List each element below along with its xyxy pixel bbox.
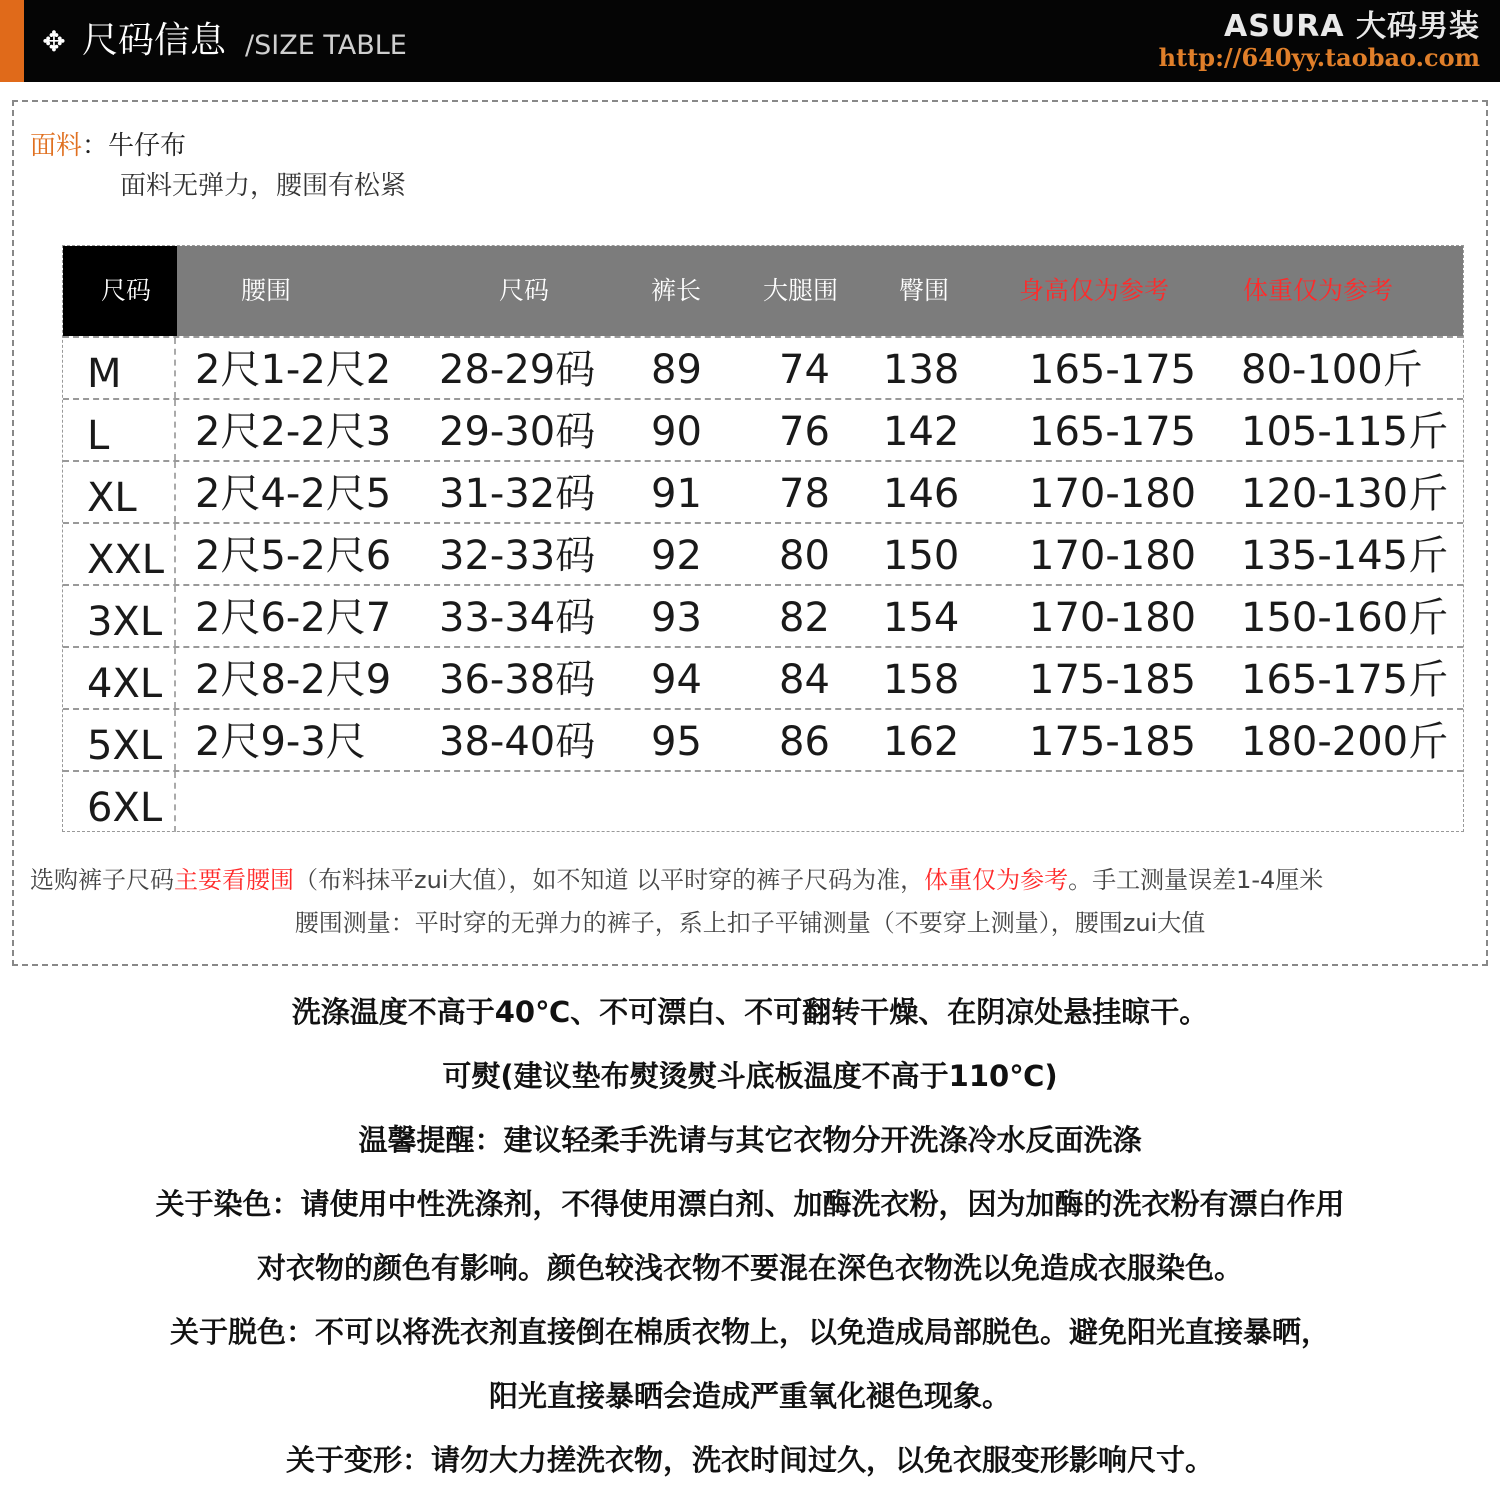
fabric-value: ：牛仔布 bbox=[82, 131, 187, 161]
table-row bbox=[63, 770, 1463, 832]
cell-size: M bbox=[87, 351, 122, 397]
col-header-weight: 体重仅为参考 bbox=[1243, 276, 1394, 305]
cell-hip: 158 bbox=[883, 657, 960, 703]
cell-waist: 2尺9-3尺 bbox=[195, 719, 366, 765]
col-header-hip: 臀围 bbox=[899, 276, 950, 305]
cell-length: 91 bbox=[651, 471, 702, 517]
cell-height: 170-180 bbox=[1029, 595, 1197, 641]
note-part3: （布料抹平zui大值），如不知道 以平时穿的裤子尺码为准， bbox=[294, 866, 925, 894]
cell-thigh: 80 bbox=[779, 533, 830, 579]
col-header-size: 尺码 bbox=[101, 276, 152, 305]
cell-thigh: 76 bbox=[779, 409, 830, 455]
care-line: 洗涤温度不高于40℃、不可漂白、不可翻转干燥、在阴凉处悬挂晾干。 bbox=[291, 995, 1209, 1029]
cell-code: 28-29码 bbox=[439, 347, 596, 393]
cell-thigh: 84 bbox=[779, 657, 830, 703]
care-line: 关于脱色：不可以将洗衣剂直接倒在棉质衣物上，以免造成局部脱色。避免阳光直接暴晒， bbox=[169, 1315, 1330, 1349]
cell-height: 175-185 bbox=[1029, 657, 1197, 703]
table-row bbox=[63, 336, 1463, 398]
cell-hip: 142 bbox=[883, 409, 960, 455]
care-line: 可熨(建议垫布熨烫熨斗底板温度不高于110℃) bbox=[442, 1059, 1058, 1093]
size-cell bbox=[63, 400, 176, 460]
cell-weight: 135-145斤 bbox=[1241, 533, 1449, 579]
compass-icon: ✥ bbox=[42, 25, 66, 58]
cell-waist: 2尺6-2尺7 bbox=[195, 595, 392, 641]
cell-waist: 2尺2-2尺3 bbox=[195, 409, 392, 455]
cell-thigh: 74 bbox=[779, 347, 830, 393]
table-header bbox=[63, 246, 1463, 336]
cell-length: 95 bbox=[651, 719, 702, 765]
cell-thigh: 78 bbox=[779, 471, 830, 517]
table-row bbox=[63, 522, 1463, 584]
cell-length: 94 bbox=[651, 657, 702, 703]
cell-code: 31-32码 bbox=[439, 471, 596, 517]
cell-weight: 165-175斤 bbox=[1241, 657, 1449, 703]
header-bar bbox=[0, 0, 1500, 82]
table-row bbox=[63, 584, 1463, 646]
col-header-code: 尺码 bbox=[499, 276, 550, 305]
cell-thigh: 82 bbox=[779, 595, 830, 641]
cell-weight: 80-100斤 bbox=[1241, 347, 1423, 393]
care-line: 关于变形：请勿大力搓洗衣物，洗衣时间过久，以免衣服变形影响尺寸。 bbox=[285, 1443, 1214, 1477]
cell-length: 93 bbox=[651, 595, 702, 641]
table-row bbox=[63, 708, 1463, 770]
cell-waist: 2尺4-2尺5 bbox=[195, 471, 392, 517]
cell-weight: 120-130斤 bbox=[1241, 471, 1449, 517]
col-header-waist: 腰围 bbox=[241, 276, 292, 305]
cell-code: 38-40码 bbox=[439, 719, 596, 765]
header-accent bbox=[0, 0, 24, 82]
cell-hip: 162 bbox=[883, 719, 960, 765]
cell-size: XL bbox=[87, 475, 137, 521]
cell-height: 175-185 bbox=[1029, 719, 1197, 765]
cell-weight: 150-160斤 bbox=[1241, 595, 1449, 641]
cell-waist: 2尺1-2尺2 bbox=[195, 347, 392, 393]
brand-logo: ASURA 大码男装 bbox=[1224, 9, 1480, 44]
page-title: 尺码信息 bbox=[82, 20, 227, 61]
cell-hip: 146 bbox=[883, 471, 960, 517]
cell-length: 90 bbox=[651, 409, 702, 455]
care-line: 对衣物的颜色有影响。颜色较浅衣物不要混在深色衣物洗以免造成衣服染色。 bbox=[256, 1251, 1243, 1285]
size-table bbox=[62, 245, 1464, 832]
col-header-length: 裤长 bbox=[651, 276, 702, 305]
cell-code: 33-34码 bbox=[439, 595, 596, 641]
cell-hip: 150 bbox=[883, 533, 960, 579]
care-line: 阳光直接暴晒会造成严重氧化褪色现象。 bbox=[488, 1379, 1011, 1413]
size-selection-note bbox=[30, 862, 1323, 898]
shop-url[interactable]: http://640yy.taobao.com bbox=[1158, 43, 1480, 72]
cell-height: 165-175 bbox=[1029, 409, 1197, 455]
cell-height: 170-180 bbox=[1029, 471, 1197, 517]
note-waist-emphasis: 主要看腰围 bbox=[174, 866, 294, 894]
table-row bbox=[63, 398, 1463, 460]
note-part1: 选购裤子尺码 bbox=[30, 866, 174, 894]
cell-height: 170-180 bbox=[1029, 533, 1197, 579]
cell-thigh: 86 bbox=[779, 719, 830, 765]
cell-size: 6XL bbox=[87, 785, 163, 831]
cell-size: 4XL bbox=[87, 661, 163, 707]
col-header-thigh: 大腿围 bbox=[763, 276, 839, 305]
care-line: 关于染色：请使用中性洗涤剂，不得使用漂白剂、加酶洗衣粉，因为加酶的洗衣粉有漂白作用 bbox=[155, 1187, 1345, 1221]
fabric-note: 面料无弹力，腰围有松紧 bbox=[120, 171, 407, 201]
cell-height: 165-175 bbox=[1029, 347, 1197, 393]
col-header-height: 身高仅为参考 bbox=[1019, 276, 1170, 305]
note-weight-emphasis: 体重仅为参考 bbox=[924, 866, 1069, 894]
cell-hip: 138 bbox=[883, 347, 960, 393]
cell-code: 36-38码 bbox=[439, 657, 596, 703]
cell-length: 92 bbox=[651, 533, 702, 579]
table-row bbox=[63, 646, 1463, 708]
cell-code: 32-33码 bbox=[439, 533, 596, 579]
cell-weight: 180-200斤 bbox=[1241, 719, 1449, 765]
fabric-info bbox=[30, 128, 407, 201]
care-line: 温馨提醒：建议轻柔手洗请与其它衣物分开洗涤冷水反面洗涤 bbox=[358, 1123, 1142, 1157]
fabric-label: 面料 bbox=[30, 131, 83, 161]
cell-waist: 2尺5-2尺6 bbox=[195, 533, 392, 579]
cell-code: 29-30码 bbox=[439, 409, 596, 455]
cell-weight: 105-115斤 bbox=[1241, 409, 1449, 455]
cell-waist: 2尺8-2尺9 bbox=[195, 657, 392, 703]
table-row bbox=[63, 460, 1463, 522]
cell-size: L bbox=[87, 413, 110, 459]
note-part5: 。手工测量误差1-4厘米 bbox=[1068, 866, 1324, 894]
waist-measure-note: 腰围测量：平时穿的无弹力的裤子，系上扣子平铺测量（不要穿上测量），腰围zui大值 bbox=[294, 909, 1206, 937]
cell-length: 89 bbox=[651, 347, 702, 393]
cell-size: XXL bbox=[87, 537, 165, 583]
cell-hip: 154 bbox=[883, 595, 960, 641]
page-subtitle: /SIZE TABLE bbox=[245, 30, 407, 61]
cell-size: 5XL bbox=[87, 723, 163, 769]
cell-size: 3XL bbox=[87, 599, 163, 645]
